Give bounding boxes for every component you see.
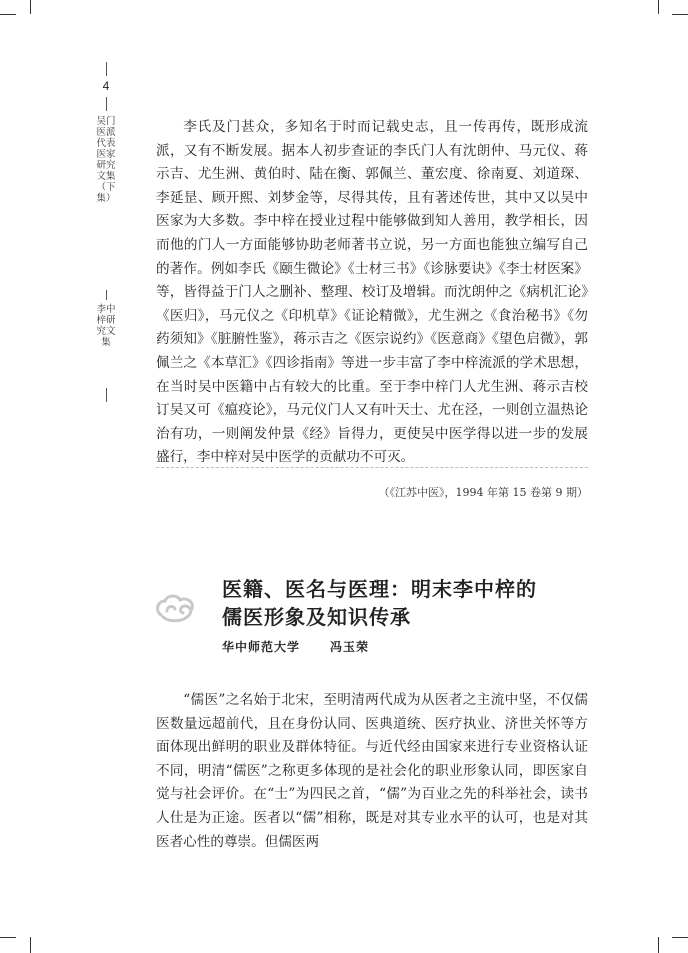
crop-mark-top-left-h: [0, 14, 16, 15]
volume-title: 李中梓研究文集: [96, 304, 116, 348]
author-name: 冯玉荣: [330, 640, 370, 654]
previous-article-paragraph: 李氏及门甚众，多知名于时而记载史志，且一传再传，既形成流派，又有不断发展。据本人初步查证的李氏门人有沈朗仲、马元仪、蒋示吉、尤生洲、黄伯时、陆在衡、郭佩兰、董宏度、徐南夏、刘道琛、李延昰、顾开熙、刘梦金等，尽得其传，且有著述传世，其中又以吴中医家为大多数。李中梓在授业过程中能够做到知人善用，教学相长，因而他的门人一方面能够协助老师著书立说，另一方面也能独立编写自己的著作。例如李氏《颐生微论》《士材三书》《诊脉要诀》《李士材医案》等，皆得益于门人之删补、整理、校订及增辑。而沈朗仲之《病机汇论》《医归》，马元仪之《印机草》《证论精微》，尤生洲之《食治秘书》《勿药须知》《脏腑性鉴》，蒋示吉之《医宗说约》《医意商》《望色启微》，郭佩兰之《本草汇》《四诊指南》等进一步丰富了李中梓流派的学术思想，在当时吴中医籍中占有较大的比重。至于李中梓门人尤生洲、蒋示吉校订吴又可《瘟疫论》，马元仪门人又有叶天士、尤在泾，一则创立温热论治有功，一则阐发仲景《经》旨得力，更使吴中医学得以进一步的发展盛行，李中梓对吴中医学的贡献功不可灭。: [156, 119, 588, 466]
crop-mark-bottom-right: [658, 937, 659, 953]
citation: （《江苏中医》，1994 年第 15 卷第 9 期）: [378, 486, 588, 499]
header-rule-top: [106, 62, 107, 76]
author-line: [222, 638, 369, 655]
header-rule-mid: [106, 97, 107, 111]
article-title: [222, 575, 602, 631]
series-title: 吴门医派代表医家研究文集（下集）: [96, 116, 116, 204]
crop-mark-bottom-left: [30, 937, 31, 953]
article-title-line-2: 儒医形象及知识传承: [222, 605, 411, 629]
crop-mark-bottom-right-h: [672, 937, 688, 938]
new-article-paragraph: “儒医”之名始于北宋，至明清两代成为从医者之主流中坚，不仅儒医数量远超前代，且在身份认同、医典道统、医疗执业、济世关怀等方面体现出鲜明的职业及群体特征。与近代经由国家来进行专业资格认证不同，明清“儒医”之称更多体现的是社会化的职业形象认同，即医家自觉与社会评价。在“士”为四民之首，“儒”为百业之先的科举社会，读书人仕是为正途。医者以“儒”相称，既是对其专业水平的认可，也是对其医者心性的尊崇。但儒医两: [156, 692, 588, 850]
crop-mark-bottom-left-h: [0, 937, 16, 938]
crop-mark-top-right-h: [672, 14, 688, 15]
page-number: 4: [102, 79, 110, 93]
cloud-swirl-icon: [153, 591, 199, 631]
section-divider: [156, 467, 588, 468]
article-title-line-1: 医籍、医名与医理：明末李中梓的: [222, 577, 537, 601]
header-rule-sep: [106, 290, 107, 300]
affiliation: 华中师范大学: [222, 640, 301, 654]
crop-mark-top-left: [30, 0, 31, 14]
crop-mark-top-right: [658, 0, 659, 14]
header-rule-bottom: [106, 388, 107, 402]
